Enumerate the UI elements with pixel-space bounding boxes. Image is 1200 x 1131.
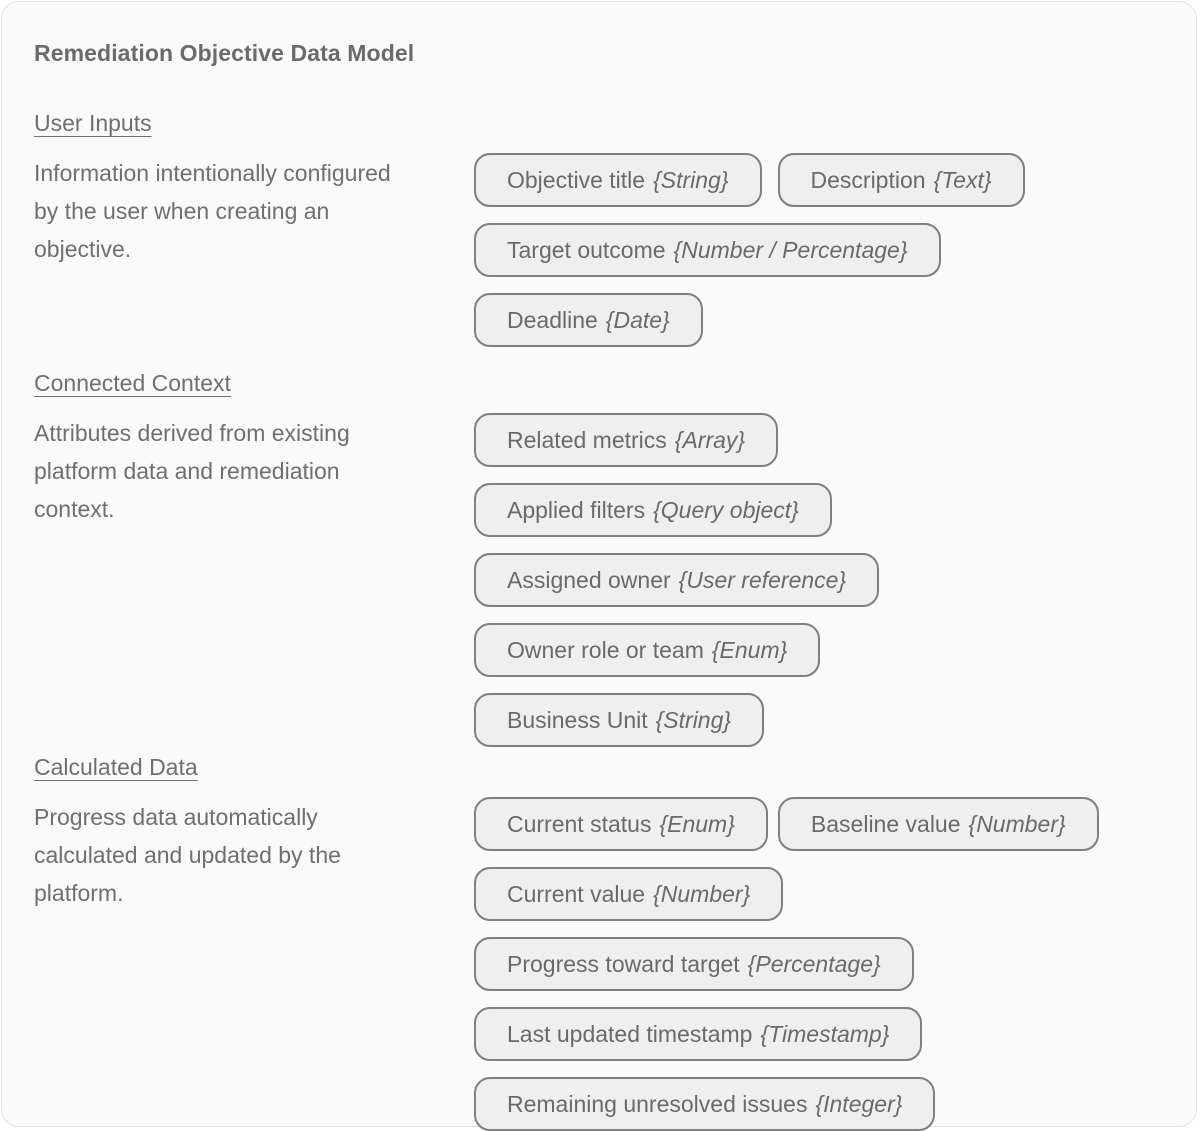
field-group-user-inputs	[474, 153, 1174, 347]
field-type: {Integer}	[815, 1090, 903, 1117]
field-chip	[474, 553, 879, 607]
field-chip	[474, 293, 703, 347]
section-description-calculated-data: Progress data automatically calculated and updated by the platform.	[34, 804, 341, 906]
field-type: {Number}	[653, 880, 751, 907]
field-chip	[474, 413, 778, 467]
field-name: Assigned owner	[507, 566, 671, 593]
field-group-connected-context	[474, 413, 1174, 747]
field-type: {Enum}	[659, 810, 735, 837]
field-type: {User reference}	[678, 566, 847, 593]
field-type: {Number / Percentage}	[673, 236, 908, 263]
field-chip	[474, 1007, 922, 1061]
field-chip	[474, 623, 820, 677]
data-model-card	[1, 1, 1197, 1127]
section-description-connected-context: Attributes derived from existing platform data and remediation context.	[34, 420, 350, 522]
field-name: Current status	[507, 810, 652, 837]
field-type: {String}	[653, 166, 729, 193]
field-chip	[474, 867, 783, 921]
field-type: {Number}	[968, 810, 1066, 837]
field-name: Current value	[507, 880, 646, 907]
field-name: Remaining unresolved issues	[507, 1090, 808, 1117]
field-name: Target outcome	[507, 236, 666, 263]
field-type: {String}	[655, 706, 732, 733]
page-title: Remediation Objective Data Model	[34, 40, 415, 66]
field-name: Deadline	[507, 306, 598, 333]
section-heading-user-inputs: User Inputs	[34, 110, 152, 136]
field-type: {Date}	[605, 306, 670, 333]
field-name: Objective title	[507, 166, 646, 193]
field-chip	[474, 483, 832, 537]
field-name: Progress toward target	[507, 950, 740, 977]
field-name: Baseline value	[810, 810, 961, 837]
field-chip	[474, 797, 768, 851]
field-group-calculated-data	[474, 797, 1174, 1131]
field-chip	[474, 693, 764, 747]
field-chip	[474, 1077, 935, 1131]
field-chip	[778, 797, 1099, 851]
field-chip	[474, 937, 914, 991]
section-heading-calculated-data: Calculated Data	[34, 754, 198, 780]
field-type: {Query object}	[653, 496, 799, 523]
field-chip	[778, 153, 1025, 207]
field-type: {Array}	[674, 426, 746, 453]
field-name: Related metrics	[507, 426, 667, 453]
field-type: {Text}	[933, 166, 992, 193]
field-name: Business Unit	[507, 706, 648, 733]
field-name: Applied filters	[507, 496, 646, 523]
field-name: Last updated timestamp	[507, 1020, 753, 1047]
section-description-user-inputs: Information intentionally configured by the user when creating an objective.	[34, 160, 391, 262]
field-chip	[474, 223, 941, 277]
section-heading-connected-context: Connected Context	[34, 370, 231, 396]
field-type: {Percentage}	[747, 950, 881, 977]
field-type: {Enum}	[711, 636, 788, 663]
field-name: Description	[810, 166, 926, 193]
field-type: {Timestamp}	[760, 1020, 890, 1047]
field-name: Owner role or team	[507, 636, 704, 663]
field-chip	[474, 153, 762, 207]
